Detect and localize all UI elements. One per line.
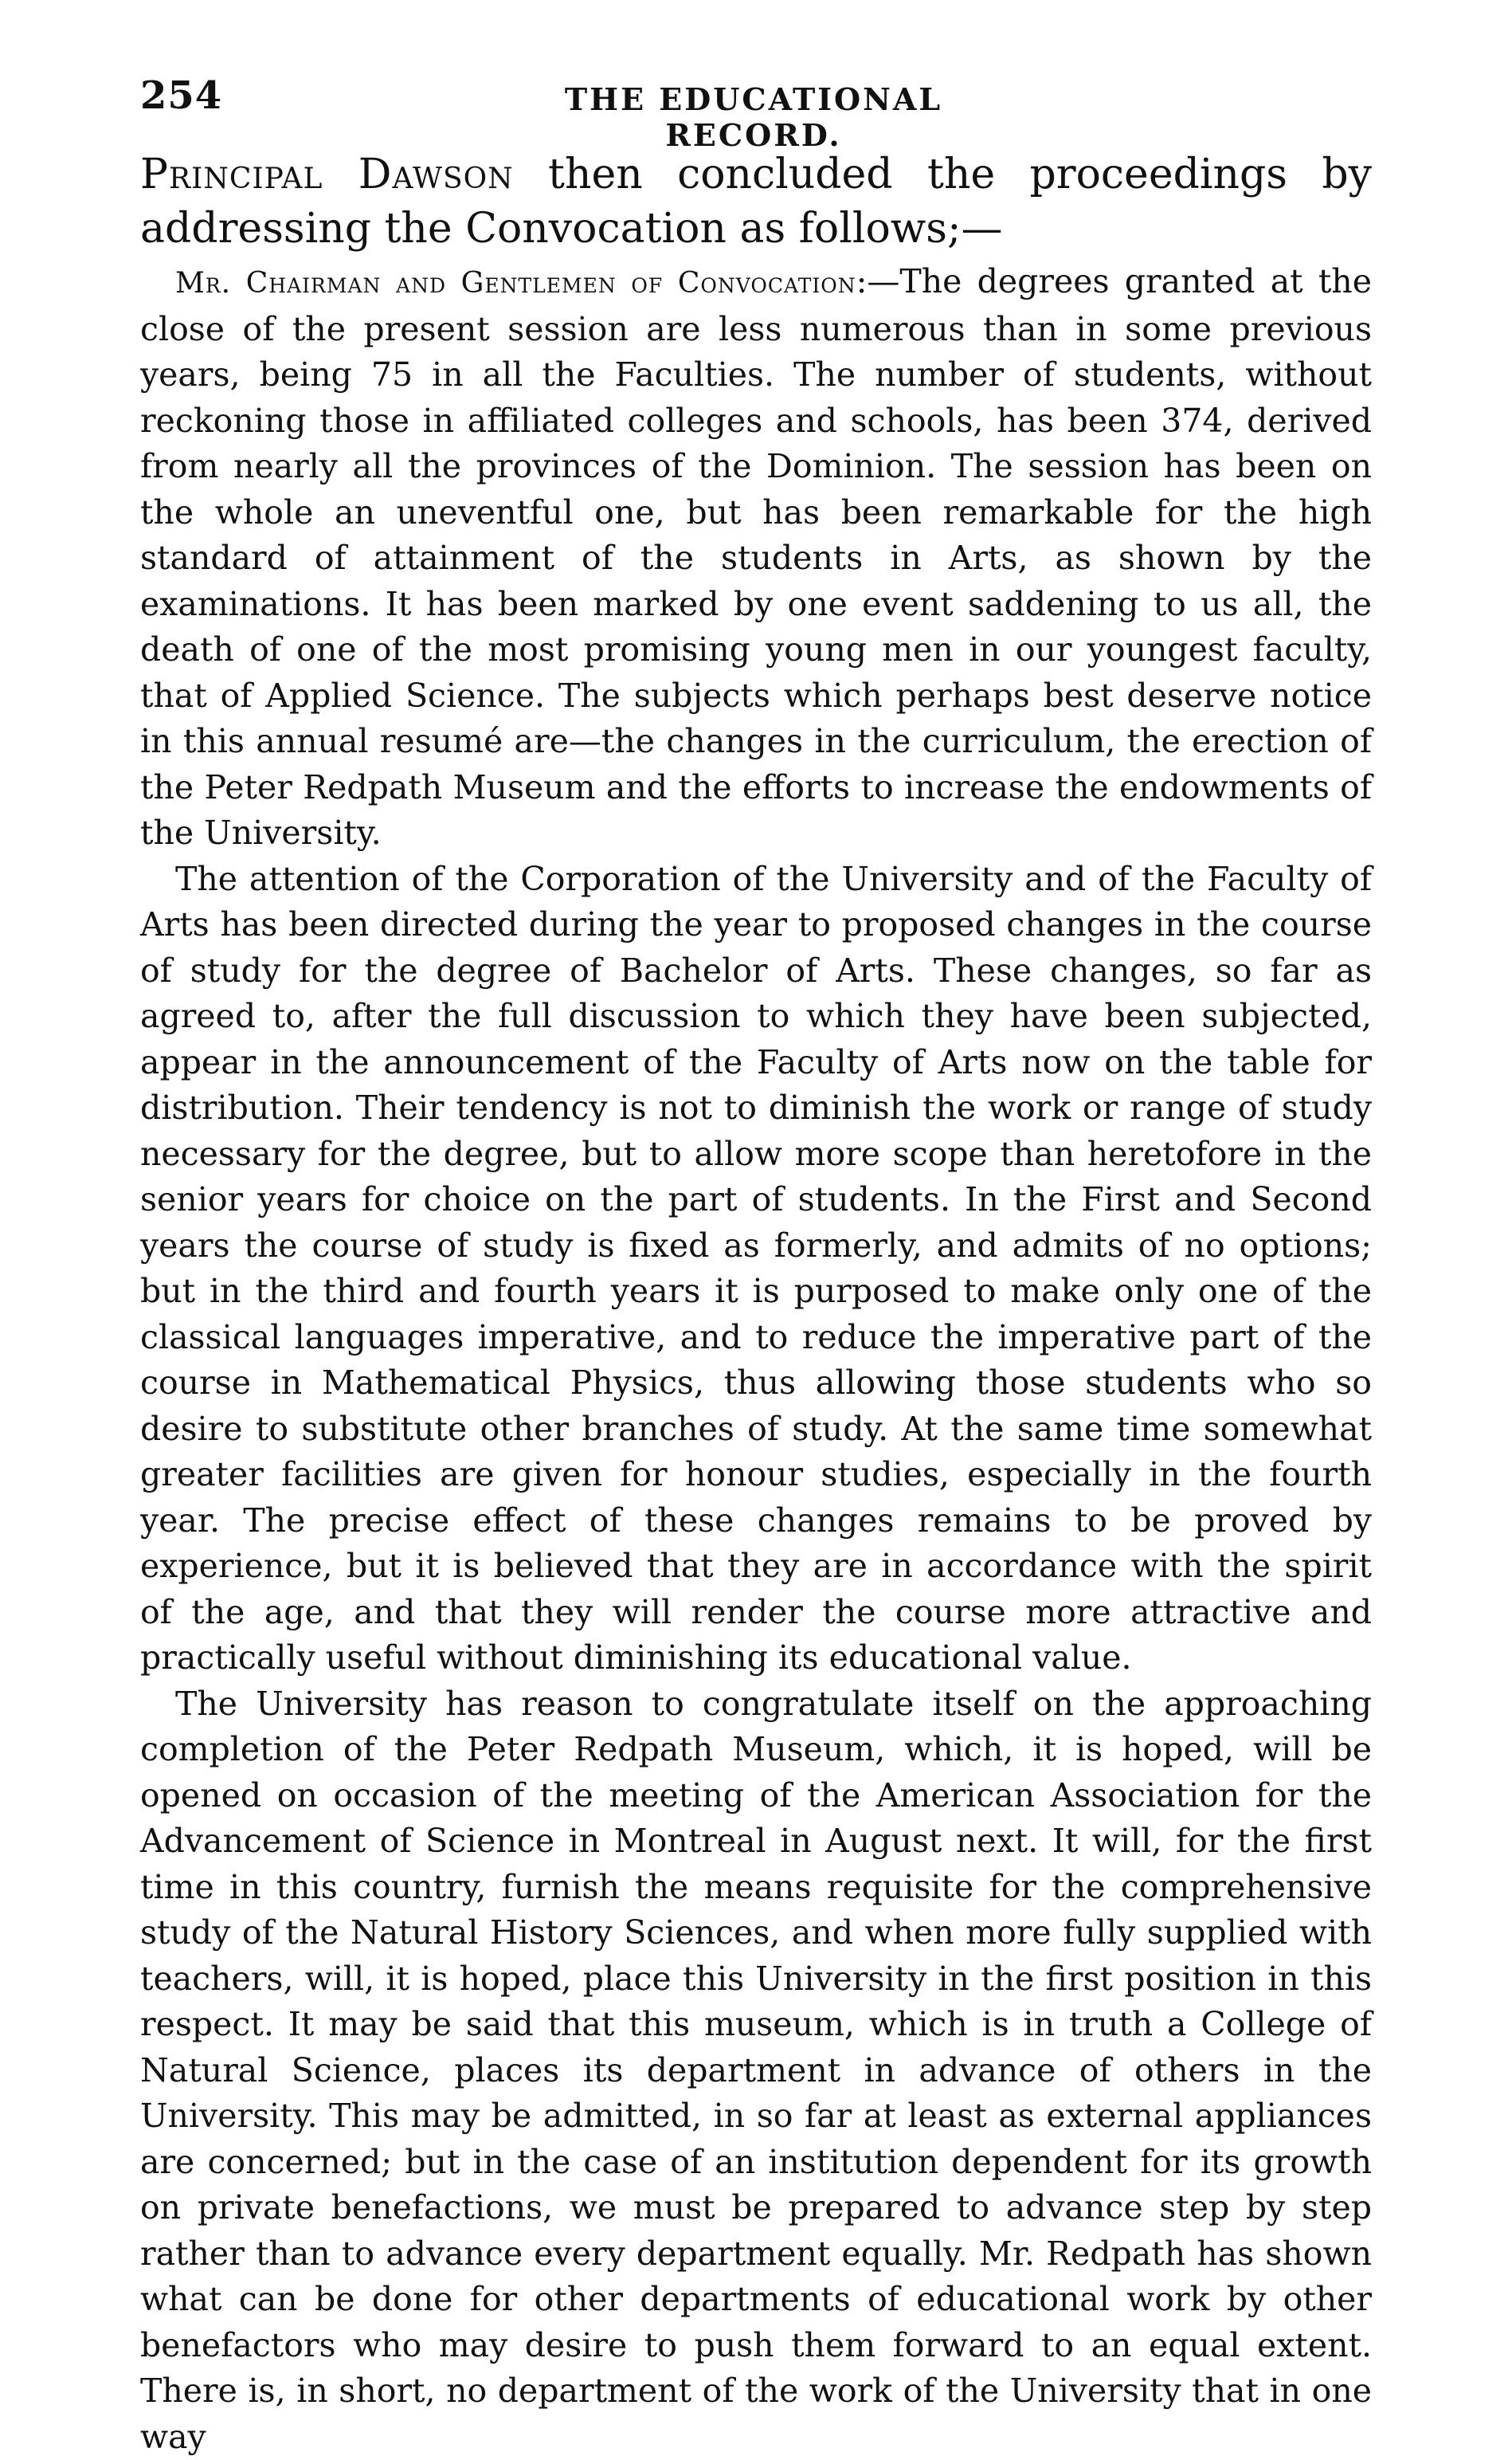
page-number: 254 xyxy=(140,73,222,118)
body-text xyxy=(140,147,1372,2315)
running-head xyxy=(140,73,1372,129)
speaker-name: Principal Dawson xyxy=(140,151,514,198)
journal-title: THE EDUCATIONAL RECORD. xyxy=(475,81,1032,153)
address-paragraph-2: The attention of the Corporation of the University and of the Faculty of Arts has been directed during the year to proposed changes in the course of study for the degree of Bachelor of Arts. These changes, so far as agreed to, after the full discussion to which they have been subjected, appear in the announcement of the Faculty of Arts now on the table for distribution. Their tendency is not to diminish the work or range of study necessary for the degree, but to allow more scope than heretofore in the senior years for choice on the part of students. In the First and Second years the course of study is fixed as formerly, and admits of no options; but in the third and fourth years it is purposed to make only one of the classical languages imperative, and to reduce the imperative part of the course in Mathematical Physics, thus allowing those students who so desire to substitute other branches of study. At the same time somewhat greater facilities are given for honour studies, especially in the fourth year. The precise effect of these changes remains to be proved by experience, but it is believed that they are in accordance with the spirit of the age, and that they will render the course more attractive and practically useful without diminishing its educational value. xyxy=(140,857,1372,1681)
address-paragraph-3: The University has reason to congratulate itself on the approaching completion of the Peter Redpath Museum, which, it is hoped, will be opened on occasion of the meeting of the American Association for the Advancement of Science in Montreal in August next. It will, for the first time in this country, furnish the means requisite for the comprehensive study of the Natural History Sciences, and when more fully supplied with teachers, will, it is hoped, place this University in the first position in this respect. It may be said that this museum, which is in truth a College of Natural Science, places its department in advance of others in the University. This may be admitted, in so far at least as external appliances are concerned; but in the case of an institution dependent for its growth on private benefactions, we must be prepared to advance step by step rather than to advance every department equally. Mr. Redpath has shown what can be done for other departments of educational work by other benefactors who may desire to push them forward to an equal extent. There is, in short, no department of the work of the University that in one way xyxy=(140,1681,1372,2460)
intro-paragraph xyxy=(140,147,1372,256)
address-paragraph-1 xyxy=(140,259,1372,857)
paragraph-text: :—The degrees granted at the close of the present session are less numerous than in some previous years, being 75 in all the Faculties. The number of students, without reckoning those in affiliated colleges and schools, has been 374, derived from nearly all the provinces of the Dominion. The session has been on the whole an uneventful one, but has been remarkable for the high standard of attainment of the students in Arts, as shown by the examinations. It has been marked by one event saddening to us all, the death of one of the most promising young men in our youngest faculty, that of Applied Science. The subjects which perhaps best deserve notice in this annual resumé are—the changes in the curriculum, the erection of the Peter Redpath Museum and the efforts to increase the endowments of the University. xyxy=(140,262,1372,852)
intro-text: then concluded the proceedings by addressing the Convocation as follows;— xyxy=(140,151,1372,253)
salutation: Mr. Chairman and Gentlemen of Convocation xyxy=(175,267,856,300)
